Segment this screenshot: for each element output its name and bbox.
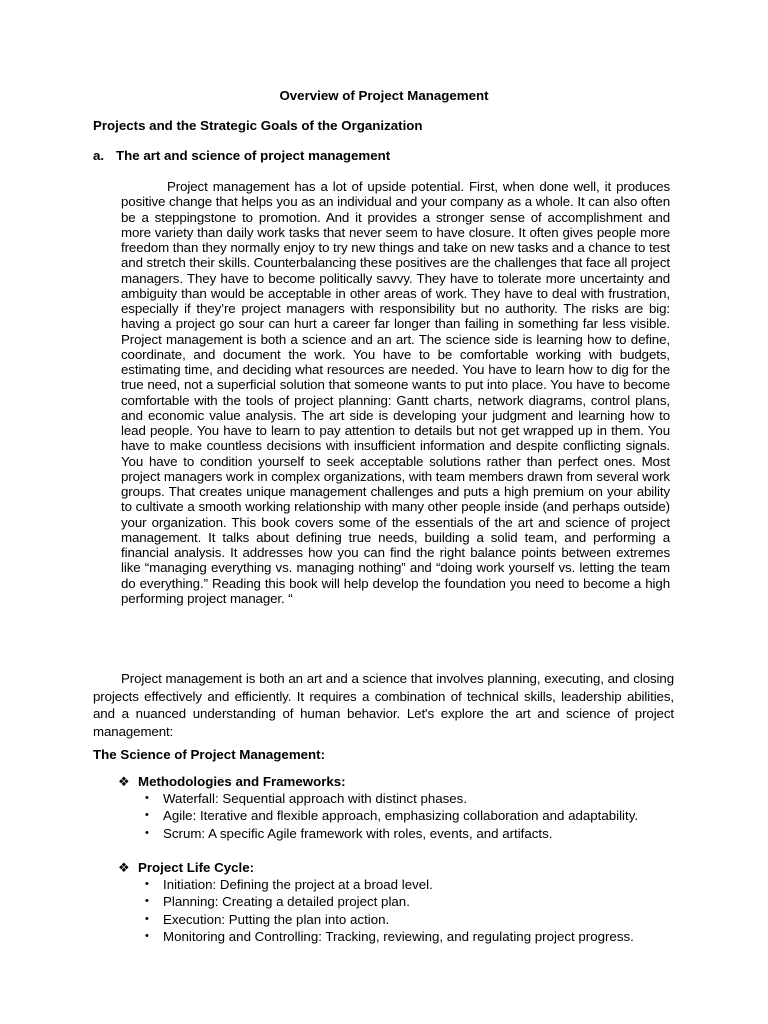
list-item-text: Agile: Iterative and flexible approach, emphasizing collaboration and adaptability. <box>163 808 639 824</box>
list-item-text: Monitoring and Controlling: Tracking, reviewing, and regulating project progress. <box>163 928 634 944</box>
body-paragraph: Project management is both an art and a science that involves planning, executing, and closing projects effectively and efficiently. It requires a combination of technical skills, leadership abilities, and a nuanced understanding of human behavior. Let's explore the art and science of project management: <box>93 671 674 739</box>
bullet-list <box>118 876 698 945</box>
bullet-dot-icon: • <box>145 895 149 908</box>
list-item <box>145 876 698 893</box>
section-heading: Projects and the Strategic Goals of the Organization <box>93 118 423 133</box>
list-item <box>145 893 698 910</box>
list-item-text: Waterfall: Sequential approach with distinct phases. <box>163 791 468 806</box>
bullet-list <box>118 790 698 842</box>
group-title <box>118 773 698 790</box>
list-item <box>145 928 698 945</box>
list-item-text: Planning: Creating a detailed project plan. <box>163 894 410 910</box>
sub-heading-marker: a. <box>93 148 105 163</box>
list-item <box>145 807 698 824</box>
diamond-bullet-icon: ❖ <box>118 860 130 875</box>
list-item <box>145 790 698 807</box>
bullet-dot-icon: • <box>145 809 149 822</box>
list-item-text: Execution: Putting the plan into action. <box>163 911 390 927</box>
list-item <box>145 825 698 842</box>
diamond-bullet-icon: ❖ <box>118 774 130 789</box>
sub-heading-text: The art and science of project management <box>116 148 391 163</box>
quote-paragraph: Project management has a lot of upside potential. First, when done well, it produces positive change that helps you as an individual and your company as a whole. It can also often be a steppingstone to promotion. And it provides a stronger sense of accomplishment and more variety than daily work tasks that never seem to have closure. It often gives people more freedom than they normally enjoy to try new things and take on new tasks and a chance to test and stretch their skills. Counterbalancing these positives are the challenges that face all project managers. They have to become politically savvy. They have to tolerate more uncertainty and ambiguity than would be acceptable in other areas of work. They have to deal with frustration, especially if they’re project managers with responsibility but no authority. The risks are big: having a project go sour can hurt a career far longer than failing in something far less visible. Project management is both a science and an art. The science side is learning how to define, coordinate, and document the work. You have to be comfortable working with budgets, estimating time, and deciding what resources are needed. You have to learn how to dig for the true need, not a superficial solution that someone wants to put into place. You have to become comfortable with the tools of project planning: Gantt charts, network diagrams, control plans, and economic value analysis. The art side is developing your judgment and learning how to lead people. You have to learn to pay attention to details but not get wrapped up in them. You have to make countless decisions with insufficient information and despite conflicting signals. You have to condition yourself to seek acceptable solutions rather than perfect ones. Most project managers work in complex organizations, with team members drawn from several work groups. That creates unique management challenges and puts a high premium on your ability to cultivate a smooth working relationship with many other people inside (and perhaps outside) your organization. This book covers some of the essentials of the art and science of project management. It talks about defining true needs, building a solid team, and performing a financial analysis. It addresses how you can find the right balance points between extremes like “managing everything vs. managing nothing” and “doing work yourself vs. letting the team do everything.” Reading this book will help develop the foundation you need to become a high performing project manager. “ <box>121 179 670 606</box>
document-title: Overview of Project Management <box>279 88 489 103</box>
list-item-text: Initiation: Defining the project at a broad level. <box>163 877 433 892</box>
methodologies-group <box>118 773 698 842</box>
list-item-text: Scrum: A specific Agile framework with roles, events, and artifacts. <box>163 825 553 841</box>
bullet-dot-icon: • <box>145 929 149 942</box>
bullet-dot-icon: • <box>145 792 149 804</box>
life-cycle-group <box>118 859 698 945</box>
science-heading: The Science of Project Management: <box>93 747 326 762</box>
group-title <box>118 859 698 876</box>
list-item <box>145 911 698 928</box>
sub-heading <box>93 148 390 164</box>
bullet-dot-icon: • <box>145 826 149 839</box>
bullet-dot-icon: • <box>145 878 149 890</box>
bullet-dot-icon: • <box>145 912 149 925</box>
group-title-text: Project Life Cycle: <box>138 860 255 875</box>
group-title-text: Methodologies and Frameworks: <box>138 774 346 789</box>
